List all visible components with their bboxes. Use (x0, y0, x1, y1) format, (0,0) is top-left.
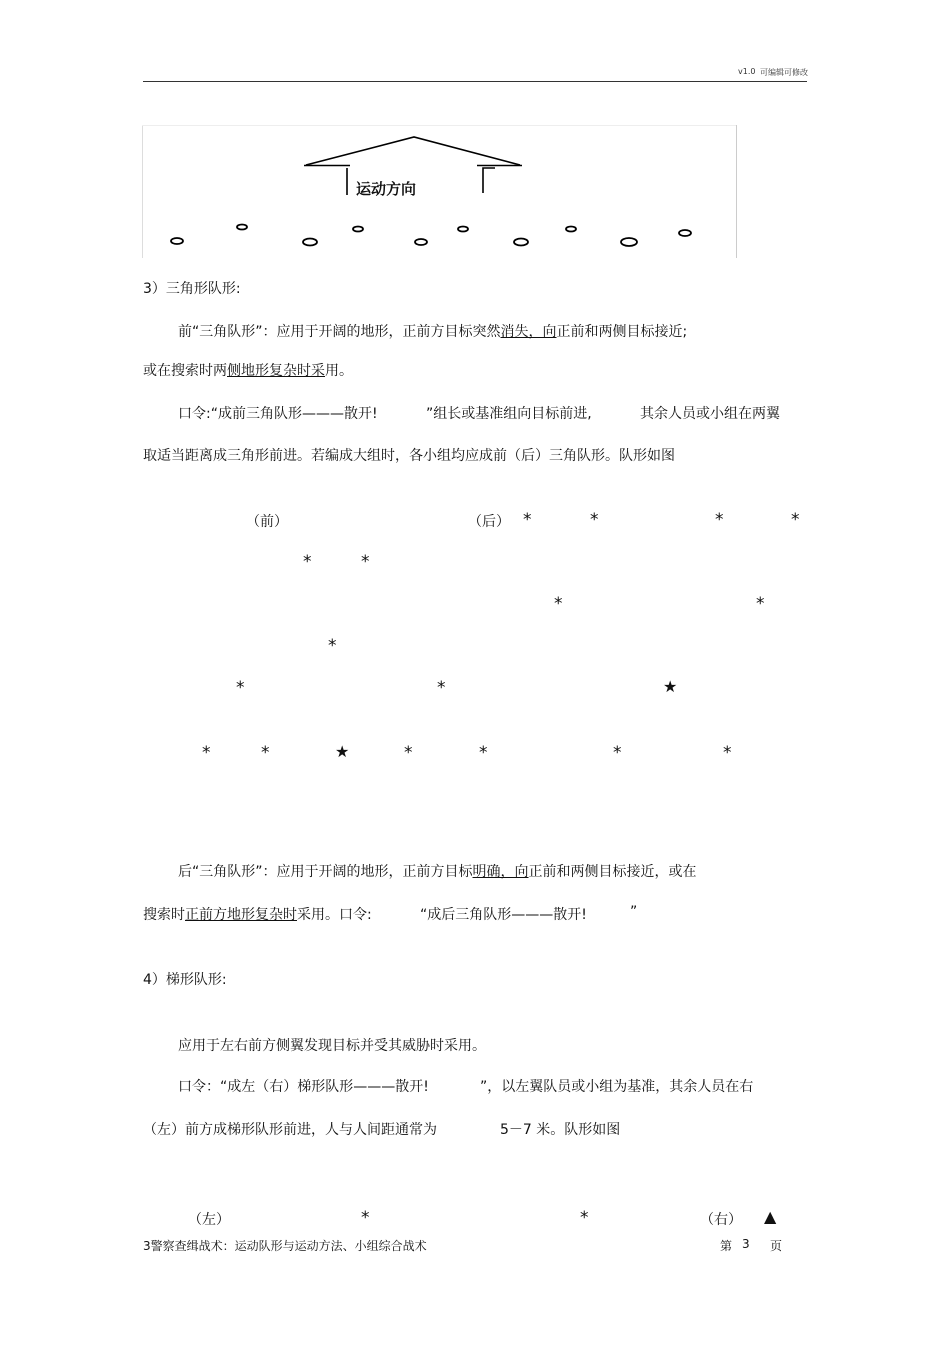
label-right: （右） (700, 1212, 742, 1228)
section3-command-line2: 取适当距离成三角形前进。若编成大组时，各小组均应成前（后）三角队形。队形如图 (143, 448, 675, 464)
back-line1-text-a: 后“三角队形”：应用于开阔的地形，正前方目标 (178, 864, 473, 880)
formation-asterisk: * (554, 594, 563, 614)
formation-asterisk: * (613, 743, 622, 763)
section4-command-a: 口令：“成左（右）梯形队形———散开! (178, 1079, 429, 1095)
formation-asterisk: * (523, 510, 532, 530)
section3-heading: 3）三角形队形: (143, 281, 241, 297)
member-markers (171, 225, 691, 247)
direction-arrow-roof (306, 137, 520, 165)
back-line2-text-a: 搜索时 (143, 907, 185, 923)
label-back: （后） (468, 514, 510, 530)
formation-triangle-marker: ▲ (764, 1207, 777, 1226)
para2-underline: 侧地形复杂时采 (227, 363, 325, 379)
formation-asterisk: * (723, 743, 732, 763)
section4-command2-a: （左）前方成梯形队形前进，人与人间距通常为 (143, 1122, 437, 1138)
member-marker (303, 239, 317, 246)
back-triangle-command: “成后三角队形———散开! (420, 907, 587, 923)
formation-asterisk: * (361, 1208, 370, 1228)
para1-text-a: 前“三角队形”：应用于开阔的地形，正前方目标突然 (178, 324, 501, 340)
member-marker (458, 227, 468, 232)
formation-asterisk: * (404, 743, 413, 763)
movement-direction-diagram (142, 125, 738, 258)
back-line2-underline: 正前方地形复杂时 (185, 907, 297, 923)
formation-asterisk: * (715, 510, 724, 530)
back-line1-text-b: 正前和两侧目标接近，或在 (528, 864, 697, 880)
para2-text-b: 用。 (325, 363, 353, 379)
formation-asterisk: * (261, 743, 270, 763)
member-marker (621, 238, 637, 246)
formation-asterisk: * (791, 510, 800, 530)
section4-heading: 4）梯形队形: (143, 972, 227, 988)
formation-asterisk: * (756, 594, 765, 614)
member-marker (566, 227, 576, 232)
formation-asterisk: * (437, 678, 446, 698)
back-triangle-para1 (178, 861, 697, 881)
footer-page-number: 3 (742, 1237, 750, 1251)
back-triangle-command-close: ” (630, 904, 638, 920)
section3-para2 (143, 360, 353, 380)
formation-asterisk: * (479, 743, 488, 763)
para1-text-b: 正前和两侧目标接近; (556, 324, 688, 340)
arrow-right-post (483, 168, 495, 193)
section3-command-a: 口令:“成前三角队形———散开! (178, 406, 378, 422)
member-marker (171, 238, 183, 244)
member-marker (353, 227, 363, 232)
formation-asterisk: * (303, 552, 312, 572)
formation-asterisk: * (328, 636, 337, 656)
movement-direction-figure (142, 125, 738, 258)
section3-para1 (178, 321, 687, 341)
header-version: v1.0 (738, 67, 756, 76)
formation-asterisk: * (590, 510, 599, 530)
member-marker (514, 239, 528, 246)
section4-command2-b: 5－7 米。队形如图 (500, 1122, 621, 1138)
member-marker (415, 239, 427, 245)
back-line2-text-b: 采用。口令: (297, 907, 372, 923)
back-triangle-para2 (143, 904, 372, 924)
member-marker (679, 230, 691, 236)
footer-page-suffix: 页 (770, 1239, 783, 1253)
section4-command-b: ”，以左翼队员或小组为基准，其余人员在右 (480, 1079, 754, 1095)
formation-leader-star: ★ (335, 742, 350, 761)
header-note: 可编辑可修改 (760, 68, 808, 77)
formation-asterisk: * (361, 552, 370, 572)
label-left: （左） (188, 1212, 230, 1228)
footer-title: 3警察查缉战术：运动队形与运动方法、小组综合战术 (143, 1239, 427, 1253)
formation-asterisk: * (202, 743, 211, 763)
label-front: （前） (246, 514, 288, 530)
footer-page-prefix: 第 (720, 1239, 733, 1253)
para2-text-a: 或在搜索时两 (143, 363, 227, 379)
section3-command-b: ”组长或基准组向目标前进, (426, 406, 592, 422)
movement-direction-label: 运动方向 (356, 180, 417, 198)
member-marker (237, 225, 247, 230)
header-rule (143, 81, 807, 82)
para1-underline: 消失，向 (500, 324, 557, 340)
formation-asterisk: * (236, 678, 245, 698)
formation-leader-star: ★ (663, 677, 678, 696)
back-line1-underline: 明确，向 (472, 864, 529, 880)
section3-command-c: 其余人员或小组在两翼 (640, 406, 780, 422)
section4-para1: 应用于左右前方侧翼发现目标并受其威胁时采用。 (178, 1038, 486, 1054)
formation-asterisk: * (580, 1208, 589, 1228)
